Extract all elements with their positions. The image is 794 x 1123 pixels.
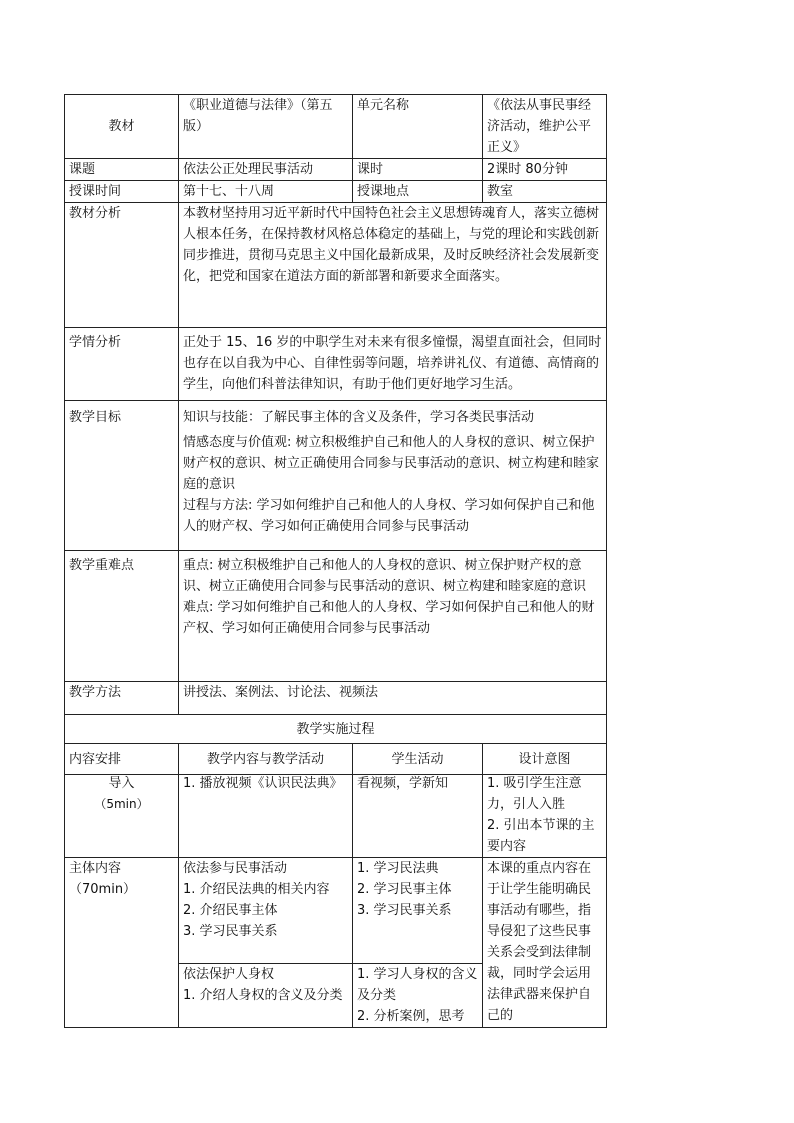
text-students: 正处于 15、16 岁的中职学生对未来有很多憧憬，渴望直面社会，但同时也存在以自我为中心、自律性弱等问题，培养讲礼仪、有道德、高情商的学生，向他们科普法律知识，有助于他们更好地学习生活。 [179, 328, 607, 401]
process-table [64, 773, 607, 1028]
intro-design-item: 1. 吸引学生注意力，引人入胜 [487, 776, 582, 812]
keypoint-key: 重点: 树立积极维护自己和他人的人身权的意识、树立保护财产权的意识、树立正确使用合同参与民事活动的意识、树立构建和睦家庭的意识 [183, 558, 587, 594]
label-students: 学情分析 [65, 328, 179, 401]
row-topic [65, 159, 607, 181]
text-methods: 讲授法、案例法、讨论法、视频法 [179, 682, 607, 715]
cell-intro-design [483, 773, 607, 858]
label-analysis: 教材分析 [65, 203, 179, 328]
label-topic: 课题 [65, 159, 179, 181]
row-intro [65, 773, 607, 858]
block1-item: 1. 介绍民法典的相关内容 [183, 882, 330, 897]
goal-knowledge: 知识与技能：了解民事主体的含义及条件，学习各类民事活动 [183, 410, 535, 425]
text-analysis: 本教材坚持用习近平新时代中国特色社会主义思想铸魂育人，落实立德树人根本任务，在保持教材风格总体稳定的基础上，与党的理论和实践创新同步推进，贯彻马克思主义中国化最新成果，及时反映经济社会发展新变化，把党和国家在道法方面的新部署和新要求全面落实。 [179, 203, 607, 328]
keypoint-difficult: 难点: 学习如何维护自己和他人的人身权、学习如何保护自己和他人的财产权、学习如何正确使用合同参与民事活动 [183, 600, 595, 636]
block2-title: 依法保护人身权 [183, 967, 275, 982]
label-keypoints: 教学重难点 [65, 551, 179, 682]
process-title: 教学实施过程 [65, 715, 607, 744]
row-textbook-analysis [65, 203, 607, 328]
block2-student-item: 2. 分析案例，思考 [357, 1009, 465, 1024]
value-topic: 依法公正处理民事活动 [179, 159, 353, 181]
block1-student-item: 1. 学习民法典 [357, 861, 439, 876]
header-student: 学生活动 [353, 744, 483, 775]
header-arrangement: 内容安排 [65, 744, 179, 775]
intro-name: 导入 [108, 776, 135, 791]
row-keypoints [65, 551, 607, 682]
label-unit: 单元名称 [353, 95, 483, 159]
row-goals [65, 401, 607, 551]
row-student-analysis [65, 328, 607, 401]
block1-title: 依法参与民事活动 [183, 861, 288, 876]
cell-goals [179, 401, 607, 551]
block1-item: 3. 学习民事关系 [183, 924, 278, 939]
lesson-plan-table [64, 94, 607, 775]
label-methods: 教学方法 [65, 682, 179, 715]
label-goals: 教学目标 [65, 401, 179, 551]
cell-block1-student [353, 858, 483, 964]
row-main-block1 [65, 858, 607, 964]
block2-student-item: 1. 学习人身权的含义及分类 [357, 967, 478, 1003]
label-hours: 课时 [353, 159, 483, 181]
header-content: 教学内容与教学活动 [179, 744, 353, 775]
row-textbook [65, 95, 607, 159]
main-design: 本课的重点内容在于让学生能明确民事活动有哪些，指导侵犯了这些民事关系会受到法律制裁，同时学会运用法律武器来保护自己的 [483, 858, 607, 1028]
intro-time: （5min） [94, 797, 149, 811]
value-place: 教室 [483, 181, 607, 203]
row-time [65, 181, 607, 203]
main-name: 主体内容（70min） [65, 858, 179, 1028]
label-textbook: 教材 [65, 95, 179, 159]
cell-block2-student [353, 964, 483, 1028]
row-process-headers [65, 744, 607, 775]
goal-process: 过程与方法: 学习如何维护自己和他人的人身权、学习如何保护自己和他人的财产权、学习如何正确使用合同参与民事活动 [183, 498, 595, 534]
cell-block2 [179, 964, 353, 1028]
row-process-title [65, 715, 607, 744]
block1-student-item: 2. 学习民事主体 [357, 882, 452, 897]
header-design: 设计意图 [483, 744, 607, 775]
label-time: 授课时间 [65, 181, 179, 203]
cell-keypoints [179, 551, 607, 682]
intro-design-item: 2. 引出本节课的主要内容 [487, 818, 595, 854]
value-unit: 《依法从事民事经济活动，维护公平正义》 [483, 95, 607, 159]
intro-student: 看视频，学新知 [353, 773, 483, 858]
cell-intro-name [65, 773, 179, 858]
value-time: 第十七、十八周 [179, 181, 353, 203]
value-textbook: 《职业道德与法律》（第五版） [179, 95, 353, 159]
intro-activity: 1. 播放视频《认识民法典》 [179, 773, 353, 858]
goal-emotion: 情感态度与价值观: 树立积极维护自己和他人的人身权的意识、树立保护财产权的意识、树立正确使用合同参与民事活动的意识、树立构建和睦家庭的意识 [183, 435, 600, 492]
block1-student-item: 3. 学习民事关系 [357, 903, 452, 918]
block2-item: 1. 介绍人身权的含义及分类 [183, 988, 343, 1003]
value-hours: 2课时 80分钟 [483, 159, 607, 181]
cell-block1 [179, 858, 353, 964]
row-methods [65, 682, 607, 715]
block1-item: 2. 介绍民事主体 [183, 903, 278, 918]
label-place: 授课地点 [353, 181, 483, 203]
